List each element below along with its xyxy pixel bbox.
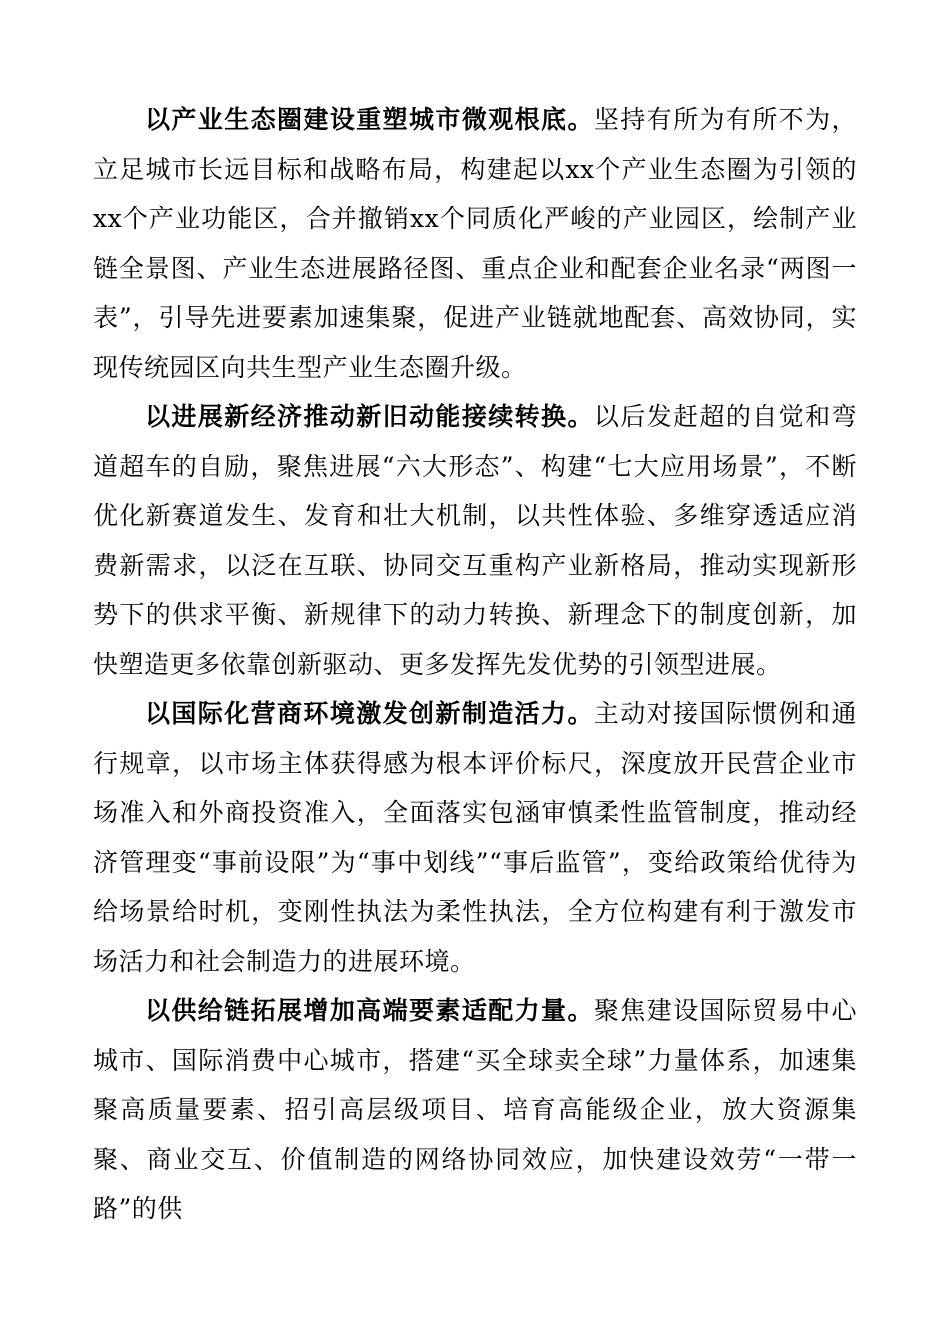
paragraph-body: 主动对接国际惯例和通行规章，以市场主体获得感为根本评价标尺，深度放开民营企业市场准入和外商投资准入，全面落实包涵审慎柔性监管制度，推动经济管理变“事前设限”为“事中划线”“事后监管”，变给政策给优待为给场景给时机，变刚性执法为柔性执法，全方位构建有利于激发市场活力和社会制造力的进展环境。 — [93, 699, 857, 976]
paragraph-body: 以后发赶超的自觉和弯道超车的自励，聚焦进展“六大形态”、构建“七大应用场景”，不断优化新赛道发生、发育和壮大机制，以共性体验、多维穿透适应消费新需求，以泛在互联、协同交互重构产业新格局，推动实现新形势下的供求平衡、新规律下的动力转换、新理念下的制度创新，加快塑造更多依靠创新驱动、更多发挥先发优势的引领型进展。 — [93, 402, 857, 679]
paragraph-business-environment — [93, 689, 857, 986]
paragraph-body: 坚持有所为有所不为，立足城市长远目标和战略布局，构建起以xx个产业生态圈为引领的xx个产业功能区，合并撤销xx个同质化严峻的产业园区，绘制产业链全景图、产业生态进展路径图、重点企业和配套企业名录“两图一表”，引导先进要素加速集聚，促进产业链就地配套、高效协同，实现传统园区向共生型产业生态圈升级。 — [93, 105, 857, 382]
document-page — [93, 95, 857, 1234]
paragraph-lead: 以进展新经济推动新旧动能接续转换。 — [145, 402, 594, 431]
paragraph-lead: 以国际化营商环境激发创新制造活力。 — [145, 699, 594, 728]
paragraph-industry-ecosystem — [93, 95, 857, 392]
paragraph-lead: 以产业生态圈建设重塑城市微观根底。 — [145, 105, 594, 134]
paragraph-lead: 以供给链拓展增加高端要素适配力量。 — [145, 996, 594, 1025]
paragraph-new-economy — [93, 392, 857, 689]
paragraph-supply-chain — [93, 986, 857, 1234]
paragraph-body: 聚焦建设国际贸易中心城市、国际消费中心城市，搭建“买全球卖全球”力量体系，加速集聚高质量要素、招引高层级项目、培育高能级企业，放大资源集聚、商业交互、价值制造的网络协同效应，加快建设效劳“一带一路”的供 — [93, 996, 857, 1223]
